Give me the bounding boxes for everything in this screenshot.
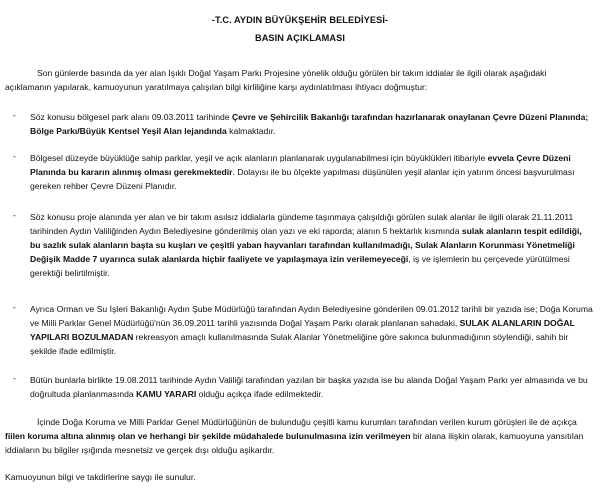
bullet-dash: - <box>13 151 16 161</box>
bullet-dash: - <box>13 210 16 220</box>
bullet-3-text-end: , iş ve işlemlerin bu çerçevede yürütülmesi gerektiği belirtilmiştir. <box>30 254 570 278</box>
bullet-1-text: Söz konusu bölgesel park alanı 09.03.2011 tarihinde <box>30 112 232 122</box>
closing-text: İçinde Doğa Koruma ve Milli Parklar Genel Müdürlüğünün de bulunduğu çeşitli kamu kurumları tarafından verilen kurum görüşleri ile de açıkça <box>37 417 577 427</box>
bullet-item-5 <box>30 373 593 401</box>
document-subtitle: BASIN AÇIKLAMASI <box>254 33 346 43</box>
bullet-dash: - <box>13 110 16 120</box>
closing-bold: fiilen koruma altına alınmış olan ve herhangi bir şekilde müdahalede bulunulmasına izin verilmeyen <box>5 431 411 441</box>
bullet-4-text: Ayrıca Orman ve Su İşleri Bakanlığı Aydın Şube Müdürlüğü tarafından Aydın Belediyesine gönderilen 09.01.2012 tarihli bir yazıda ise; Doğa Koruma ve Milli Parklar Genel Müdürlüğü'nün 36.09.2011 tarihli yazısında Doğal Yaşam Parkı olarak planlanan sahadaki, <box>30 304 593 328</box>
bullet-4-text-end: rekreasyon amaçlı kullanılmasında Sulak Alanlar Yönetmeliğine göre sakınca bulunmadığının söylendiği, sahih bir şekilde ifade edilmiştir. <box>30 332 569 356</box>
bullet-5-text: Bütün bunlarla birlikte 19.08.2011 tarihinde Aydın Valiliği tarafından yazılan bir başka yazıda ise bu alanda Doğal Yaşam Parkı yer almasında ve bu doğrultuda planlanmasında <box>30 375 588 399</box>
closing-paragraph <box>5 415 593 457</box>
signoff-line: Kamuoyunun bilgi ve takdirlerine saygı ile sunulur. <box>5 472 196 482</box>
bullet-3-bold: sulak alanların tespit edildiği, bu sazlık sulak alanların başta su kuşları ve çeşitli yaban hayvanları tarafından kullanılmadığı, Sulak Alanların Korunması Yönetmeliği Değişik Madde 7 uyarınca sulak alanlarda hiçbir faaliyete ve yapılaşmaya izin verilemeyeceği <box>30 226 582 264</box>
bullet-dash: - <box>13 302 16 312</box>
bullet-5-bold: KAMU YARARI <box>136 389 197 399</box>
closing-text-end: bir alana ilişkin olarak, kamuoyuna yansıtılan iddiaların bu bilgiler ışığında mesnetsiz ve gerçek dışı olduğu aşikardır. <box>5 431 584 455</box>
bullet-item-4 <box>30 302 593 358</box>
bullet-1-text-end: kalmaktadır. <box>226 126 276 136</box>
bullet-5-text-end: olduğu açıkça ifade edilmektedir. <box>196 389 324 399</box>
bullet-item-1 <box>30 110 593 138</box>
bullet-2-bold: evvela Çevre Düzeni Planında bu kararın alınmış olması gerekmektedir <box>30 153 571 177</box>
document-title: -T.C. AYDIN BÜYÜKŞEHİR BELEDİYESİ- <box>211 15 389 25</box>
bullet-2-text: Bölgesel düzeyde büyüklüğe sahip parklar, yeşil ve açık alanların planlanarak uygulanabilmesi için büyüklükleri itibariyle <box>30 153 488 163</box>
bullet-2-text-end: . Dolayısı ile bu ölçekte yapılması düşünülen yeşil alanlar için yatırım öncesi başvurulması gereken rehber Çevre Düzeni Planıdır. <box>30 167 575 191</box>
intro-paragraph: Son günlerde basında da yer alan Işıklı Doğal Yaşam Parkı Projesine yönelik olduğu görülen bir takım iddialar ile ilgili olarak aşağıdaki açıklamanın yapılarak, kamuoyunun yaratılmaya çalışılan bilgi kirliliğine karşı aydınlatılması ihtiyacı doğmuştur: <box>5 68 547 92</box>
bullet-item-3 <box>30 210 593 280</box>
bullet-4-bold: SULAK ALANLARIN DOĞAL YAPILARI BOZULMADAN <box>30 318 575 342</box>
bullet-3-text: Söz konusu proje alanında yer alan ve bir takım asılsız iddialarla gündeme taşınmaya çalışıldığı görülen sulak alanlar ile ilgili olarak 21.11.2011 tarihinden Aydın Valiliğinden Aydın Belediyesine gönderilmiş olan yazı ve eki raporda; alanın 5 hektarlık kısmında <box>30 212 574 236</box>
bullet-1-bold: Çevre ve Şehircilik Bakanlığı tarafından hazırlanarak onaylanan Çevre Düzeni Planında; Bölge Parkı/Büyük Kentsel Yeşil Alan lejandında <box>30 112 589 136</box>
bullet-dash: - <box>13 373 16 383</box>
bullet-item-2 <box>30 151 593 193</box>
